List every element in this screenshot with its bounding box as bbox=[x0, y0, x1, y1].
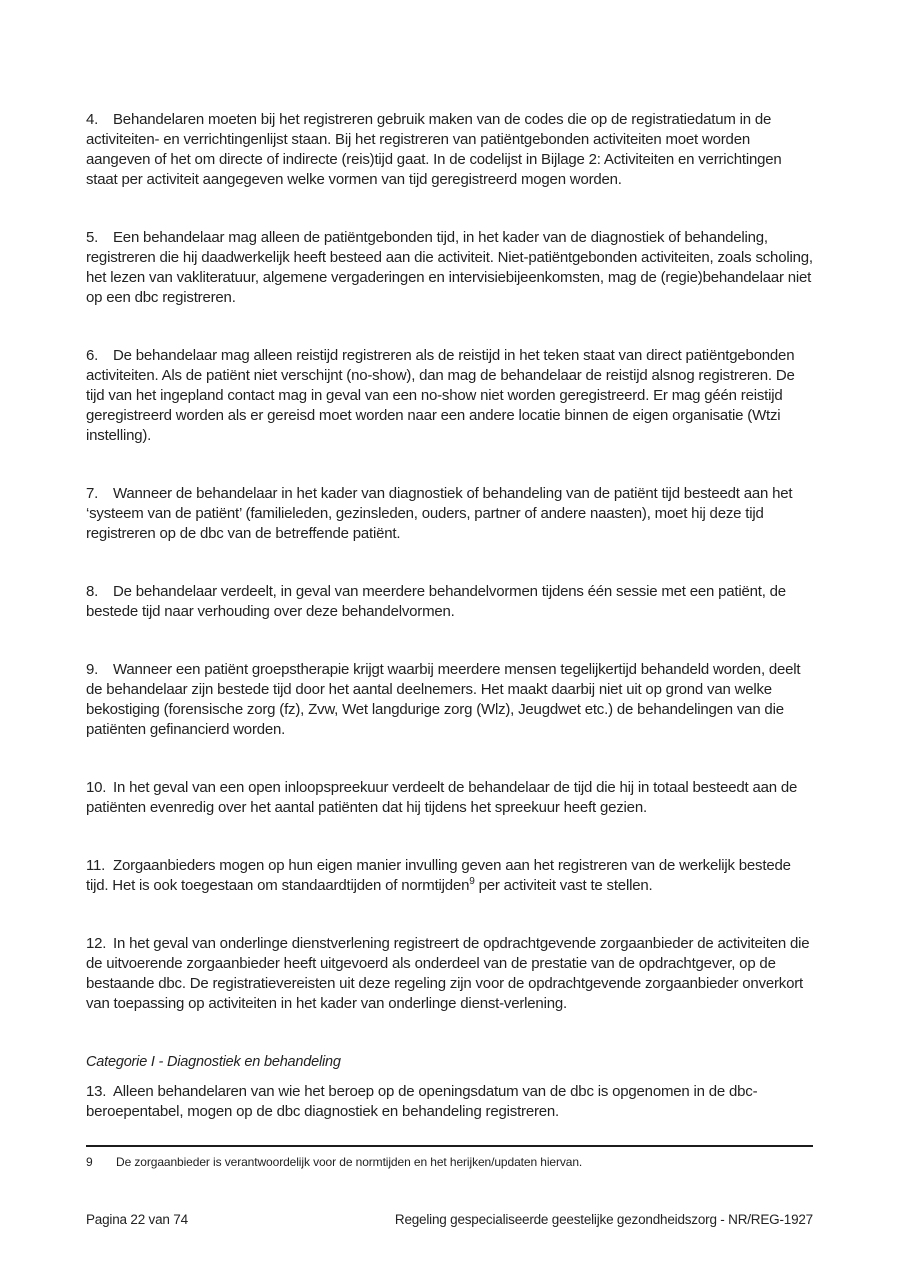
paragraph-number: 5. bbox=[86, 229, 99, 246]
paragraph-text: Wanneer de behandelaar in het kader van diagnostiek of behandeling van de patiënt tijd besteedt aan het ‘systeem van de patiënt’ (familieleden, gezinsleden, ouders, partner of andere naasten), moet hij deze tijd registreren op de dbc van de betreffende patiënt. bbox=[86, 485, 793, 542]
paragraph-text: Een behandelaar mag alleen de patiëntgebonden tijd, in het kader van de diagnostiek of behandeling, registreren die hij daadwerkelijk heeft besteed aan die activiteit. Niet-patiëntgebonden activiteiten, zoals scholing, het lezen van vakliteratuur, algemene vergaderingen en intervisiebijeenkomsten, mag de (regie)behandelaar niet op een dbc registreren. bbox=[86, 229, 813, 306]
paragraph-6 bbox=[86, 346, 814, 446]
paragraph-number: 8. bbox=[86, 583, 99, 600]
paragraph-text: Alleen behandelaren van wie het beroep op de openingsdatum van de dbc is opgenomen in de dbc-beroepentabel, mogen op de dbc diagnostiek en behandeling registreren. bbox=[86, 1083, 758, 1120]
paragraph-text: Zorgaanbieders mogen op hun eigen manier invulling geven aan het registreren van de werkelijk bestede tijd. Het is ook toegestaan om standaardtijden of normtijden bbox=[86, 857, 791, 894]
footnote-text: De zorgaanbieder is verantwoordelijk voor de normtijden en het herijken/updaten hiervan. bbox=[116, 1155, 583, 1169]
footnote-area bbox=[86, 1145, 813, 1170]
paragraph-number: 7. bbox=[86, 485, 99, 502]
footnote-divider bbox=[86, 1145, 813, 1147]
footnote-number: 9 bbox=[86, 1155, 93, 1169]
paragraph-13 bbox=[86, 1082, 814, 1122]
paragraph-text: In het geval van onderlinge dienstverlening registreert de opdrachtgevende zorgaanbieder de activiteiten die de uitvoerende zorgaanbieder heeft uitgevoerd als onderdeel van de prestatie van de opdrachtgever, op de bestaande dbc. De registratievereisten uit deze regeling zijn voor de opdrachtgevende zorgaanbieder onverkort van toepassing op activiteiten in het kader van onderlinge dienst-verlening. bbox=[86, 935, 810, 1012]
paragraph-number: 6. bbox=[86, 347, 99, 364]
footnote bbox=[86, 1154, 813, 1170]
page-footer bbox=[86, 1211, 813, 1229]
paragraph-text: Behandelaren moeten bij het registreren gebruik maken van de codes die op de registratiedatum in de activiteiten- en verrichtingenlijst staan. Bij het registreren van patiëntgebonden activiteiten moet worden aangeven of het om directe of indirecte (reis)tijd gaat. In de codelijst in Bijlage 2: Activiteiten en verrichtingen staat per activiteit aangegeven welke vormen van tijd geregistreerd mogen worden. bbox=[86, 111, 782, 188]
document-title: Regeling gespecialiseerde geestelijke gezondheidszorg - NR/REG-1927 bbox=[394, 1212, 813, 1227]
paragraph-number: 11. bbox=[86, 857, 106, 874]
paragraph-8 bbox=[86, 582, 814, 622]
paragraph-4 bbox=[86, 110, 814, 190]
paragraph-10 bbox=[86, 778, 814, 818]
paragraph-number: 12. bbox=[86, 935, 107, 952]
paragraph-number: 13. bbox=[86, 1083, 107, 1100]
paragraph-number: 9. bbox=[86, 661, 99, 678]
page-number: Pagina 22 van 74 bbox=[86, 1212, 188, 1227]
paragraph-text: In het geval van een open inloopspreekuur verdeelt de behandelaar de tijd die hij in totaal besteedt aan de patiënten evenredig over het aantal patiënten dat hij tijdens het spreekuur heeft gezien. bbox=[86, 779, 798, 816]
paragraph-text: De behandelaar verdeelt, in geval van meerdere behandelvormen tijdens één sessie met een patiënt, de bestede tijd naar verhouding over deze behandelvormen. bbox=[86, 583, 786, 620]
paragraph-number: 4. bbox=[86, 111, 99, 128]
paragraph-7 bbox=[86, 484, 814, 544]
paragraph-9 bbox=[86, 660, 814, 740]
document-body bbox=[86, 110, 814, 1160]
paragraph-12 bbox=[86, 934, 814, 1014]
paragraph-text: Wanneer een patiënt groepstherapie krijgt waarbij meerdere mensen tegelijkertijd behandeld worden, deelt de behandelaar zijn bestede tijd door het aantal deelnemers. Het maakt daarbij niet uit op grond van welke bekostiging (forensische zorg (fz), Zvw, Wet langdurige zorg (Wlz), Jeugdwet etc.) de behandelingen van die patiënten gefinancierd worden. bbox=[86, 661, 801, 738]
category-heading: Categorie I - Diagnostiek en behandeling bbox=[86, 1054, 341, 1070]
paragraph-number: 10. bbox=[86, 779, 107, 796]
footnote-reference: 9 bbox=[469, 876, 475, 887]
paragraph-text: per activiteit vast te stellen. bbox=[474, 877, 653, 894]
paragraph-5 bbox=[86, 228, 814, 308]
paragraph-text: De behandelaar mag alleen reistijd registreren als de reistijd in het teken staat van direct patiëntgebonden activiteiten. Als de patiënt niet verschijnt (no-show), dan mag de behandelaar de reistijd alsnog registreren. De tijd van het ingepland contact mag in geval van een no-show niet worden geregistreerd. Er mag géén reistijd geregistreerd worden als er gereisd moet worden naar een andere locatie binnen de eigen organisatie (Wtzi instelling). bbox=[86, 347, 795, 444]
paragraph-11 bbox=[86, 856, 814, 896]
